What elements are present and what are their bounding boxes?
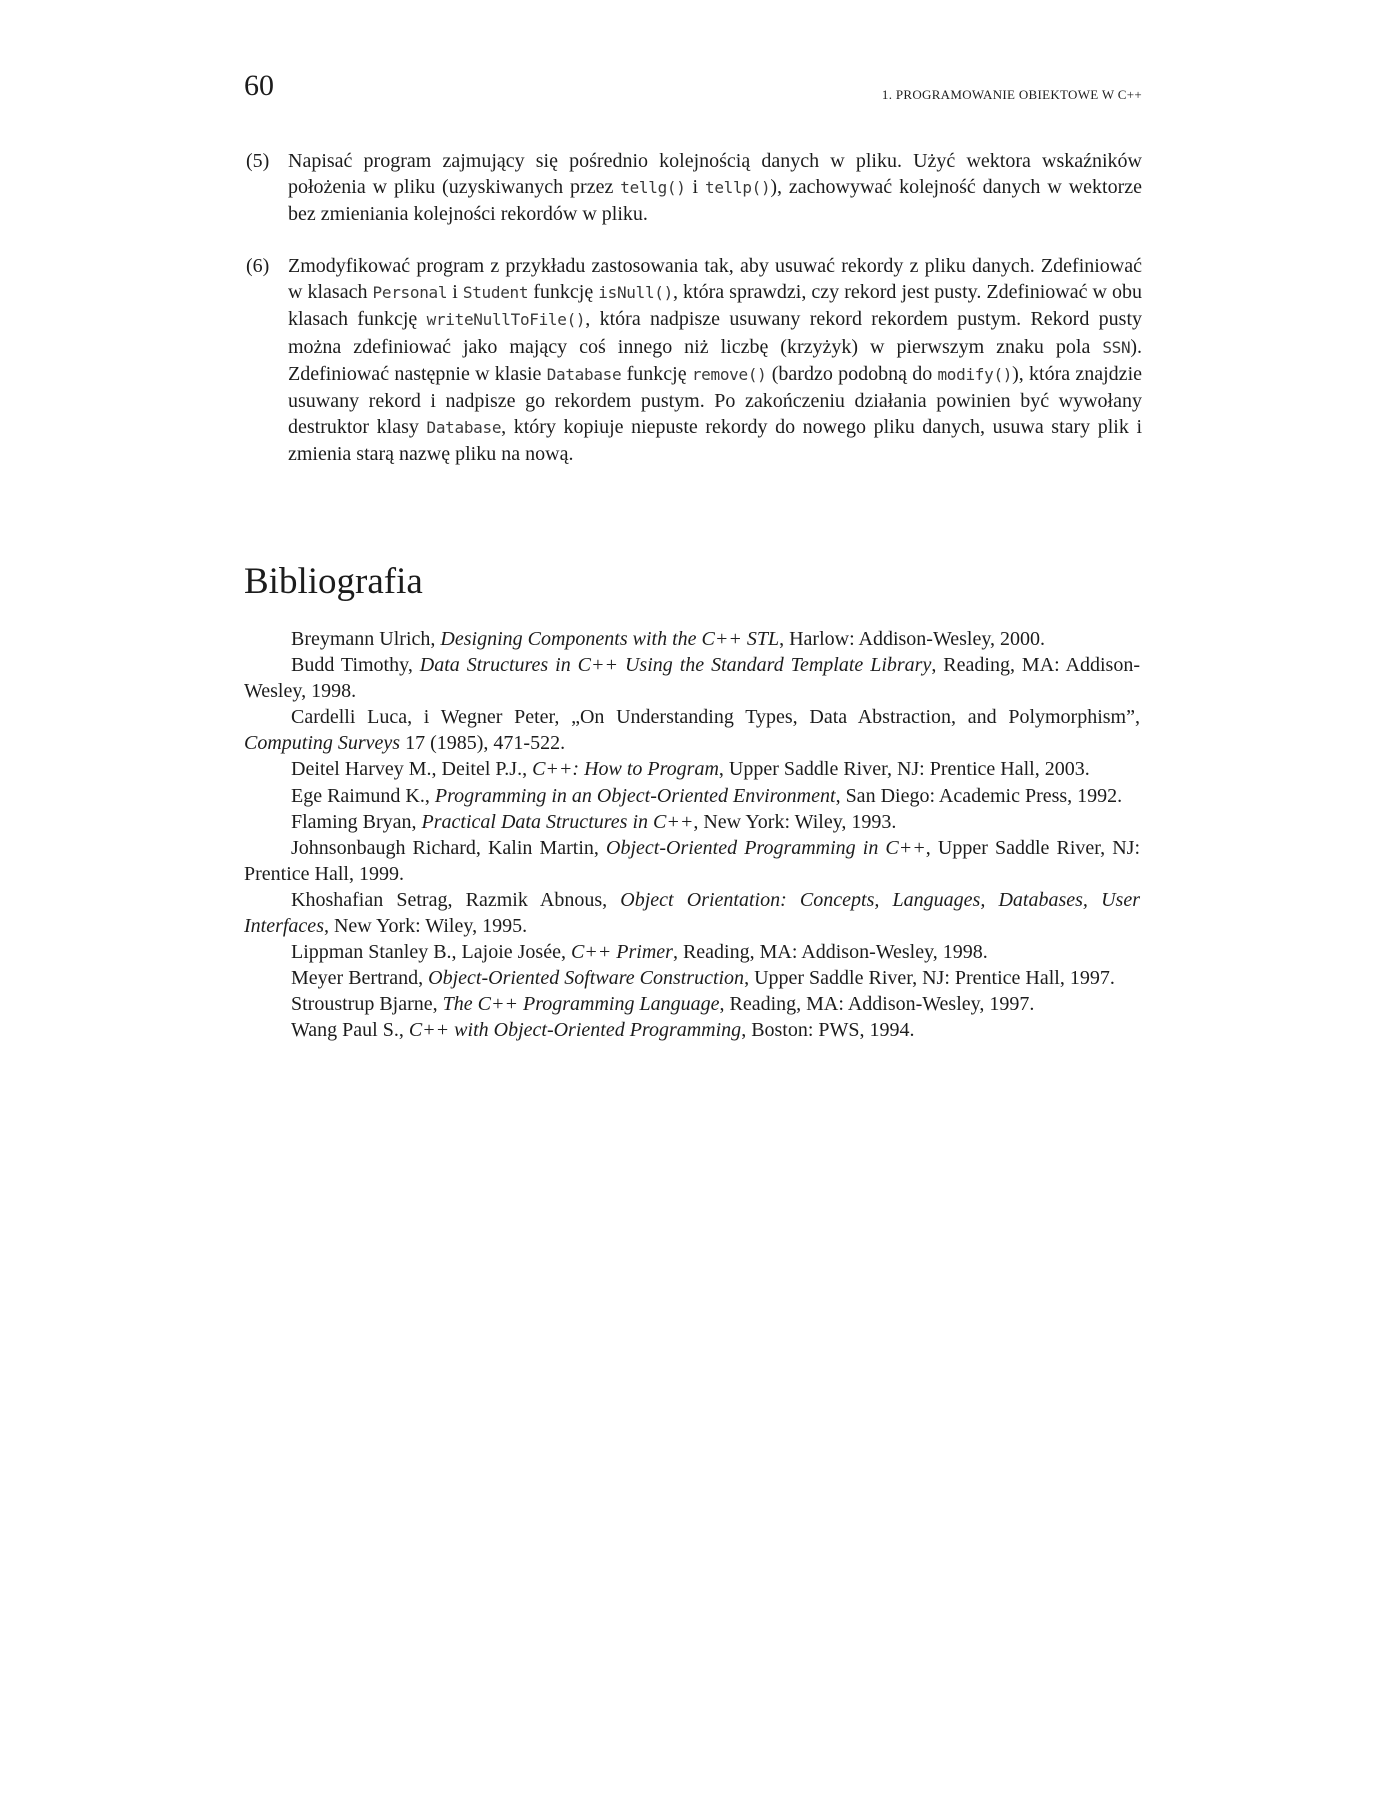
bib-publication: , New York: Wiley, 1995. [323,915,528,938]
bib-author: Johnsonbaugh Richard, Kalin Martin, [291,836,607,859]
bib-publication: , Reading, MA: Addison-Wesley, 1997. [719,993,1035,1016]
bibliography-entry [244,809,1140,835]
exercise-6 [246,253,1142,468]
exercise-text-run: Zmodyfikować program z przykładu zastosowania tak, aby usuwać rekordy z pliku danych. Zdefiniować w klasach [288,255,1142,304]
code-identifier: tellg() [620,178,686,198]
bib-title: Object-Oriented Programming in C++ [606,836,926,859]
bib-author: Budd Timothy, [291,654,420,677]
bib-publication: , Harlow: Addison-Wesley, 2000. [779,628,1046,650]
bib-author: Stroustrup Bjarne, [291,993,443,1016]
bib-title: Practical Data Structures in C++ [421,810,694,833]
code-identifier: Student [462,283,529,303]
bib-author: Wang Paul S., [291,1019,409,1042]
bib-publication: , New York: Wiley, 1993. [693,810,897,833]
bib-title: The C++ Programming Language [442,993,720,1016]
bib-publication: , Upper Saddle River, NJ: Prentice Hall, 1997. [744,967,1115,990]
bib-publication: , Upper Saddle River, NJ: Prentice Hall, 2003. [718,758,1090,781]
bib-publication: 17 (1985), 471-522. [400,732,566,755]
exercise-number: (6) [246,255,270,277]
bib-title: C++: How to Program [532,758,719,781]
page-number: 60 [244,69,274,102]
bib-title: C++ Primer [570,941,673,964]
code-identifier: modify() [937,364,1013,384]
bib-title: Designing Components with the C++ STL [440,628,780,650]
bib-author: Ege Raimund K., [291,784,435,807]
running-head: 1. PROGRAMOWANIE OBIEKTOWE W C++ [881,87,1142,102]
exercise-text [288,253,1142,468]
bibliography-entry [244,965,1140,991]
exercise-text-run: , która sprawdzi, czy rekord jest pusty. Zdefiniować w obu klasach funkcję [288,281,1142,331]
bib-author: Lippman Stanley B., Lajoie Josée, [291,941,571,964]
exercise-text-run: funkcję [621,362,692,385]
bib-publication: , Boston: PWS, 1994. [741,1019,915,1042]
bibliography-entry [244,652,1140,704]
bib-title: Object Orientation: Concepts, Languages, Databases, User Interfaces [244,888,1140,938]
bibliography-entry [244,835,1140,887]
code-identifier: writeNullToFile() [426,310,586,330]
bibliography-entry [244,783,1140,809]
code-identifier: tellp() [704,178,771,198]
bib-author: Breymann Ulrich, [291,628,441,650]
bib-title: Programming in an Object-Oriented Environment [434,784,836,807]
bibliography-entry [244,704,1140,756]
bibliography-entry [244,1017,1140,1043]
exercise-text-run: Napisać program zajmujący się pośrednio kolejnością danych w pliku. Użyć wektora wskaźników położenia w pliku (uzyskiwanych przez [288,150,1142,199]
bibliography-entry [244,756,1140,782]
code-identifier: isNull() [598,283,673,303]
bibliography-list [244,626,1140,1044]
exercise-text-run: , który kopiuje niepuste rekordy do nowego pliku danych, usuwa stary plik i zmienia starą nazwę pliku na nową. [288,416,1142,466]
bib-publication: , Reading, MA: Addison-Wesley, 1998. [672,941,988,964]
bib-publication: , Upper Saddle River, NJ: Prentice Hall, 1999. [244,836,1141,885]
bib-title: Computing Surveys [244,732,401,755]
code-identifier: Database [546,364,622,384]
exercise-text-run: ), która znajdzie usuwany rekord i nadpisze go rekordem pustym. Po zakończeniu działania powinien być wywołany destruktor klasy [288,362,1142,439]
bibliography-entry [244,626,1140,652]
exercise-number: (5) [246,150,270,172]
bibliography-entry [244,991,1140,1017]
code-identifier: Personal [372,283,448,303]
bib-publication: , Reading, MA: Addison-Wesley, 1998. [244,654,1140,703]
bib-author: Khoshafian Setrag, Razmik Abnous, [291,888,621,911]
bib-publication: , San Diego: Academic Press, 1992. [835,784,1123,807]
exercise-text [288,148,1142,228]
bib-author: Flaming Bryan, [291,810,422,833]
bib-author: Cardelli Luca, i Wegner Peter, „On Understanding Types, Data Abstraction, and Polymorphism”, [291,706,1140,729]
bib-author: Meyer Bertrand, [291,967,429,990]
bib-title: Data Structures in C++ Using the Standard Template Library [419,654,932,677]
bib-author: Deitel Harvey M., Deitel P.J., [291,758,533,781]
bibliography-entry [244,887,1140,939]
exercise-text-run: i [447,281,463,304]
exercise-text-run: ), zachowywać kolejność danych w wektorze bez zmieniania kolejności rekordów w pliku. [288,176,1142,226]
exercise-text-run: ). Zdefiniować następnie w klasie [288,335,1142,385]
exercise-5 [246,148,1142,228]
code-identifier: Database [426,418,502,438]
bib-title: Object-Oriented Software Construction [428,967,745,990]
code-identifier: remove() [691,364,767,384]
code-identifier: SSN [1102,337,1131,357]
section-title: Bibliografia [244,561,423,602]
exercise-text-run: (bardzo podobną do [766,362,938,385]
bibliography-entry [244,939,1140,965]
exercise-text-run: i [685,176,705,199]
bib-title: C++ with Object-Oriented Programming [408,1019,742,1042]
exercise-text-run: funkcję [528,281,599,304]
exercise-text-run: , która nadpisze usuwany rekord rekordem pustym. Rekord pusty można zdefiniować jako mający coś innego niż liczbę (krzyżyk) w pierwszym znaku pola [288,308,1143,358]
